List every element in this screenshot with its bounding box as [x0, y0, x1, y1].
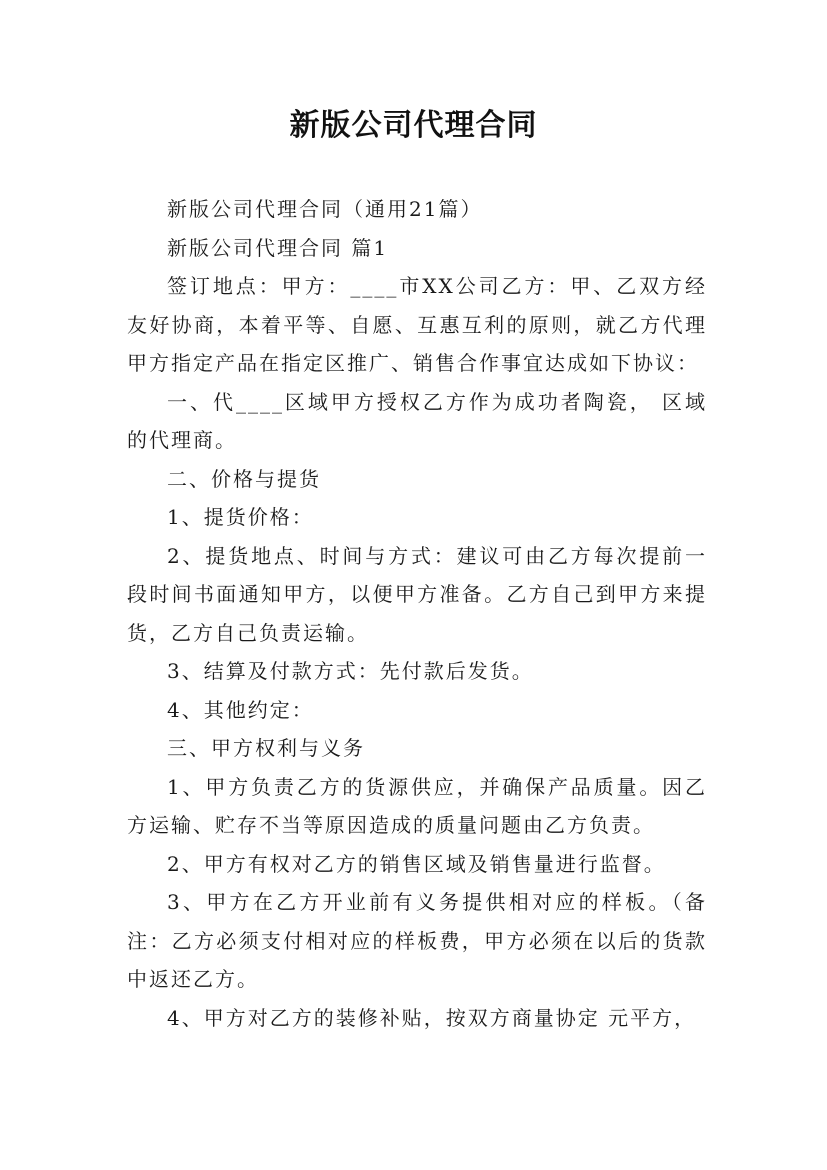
document-title: 新版公司代理合同: [289, 108, 538, 143]
paragraph: 2、提货地点、时间与方式：建议可由乙方每次提前一段时间书面通知甲方，以便甲方准备。乙方自己到甲方来提货，乙方自己负责运输。: [127, 543, 707, 645]
paragraph: 3、甲方在乙方开业前有义务提供相对应的样板。（备注：乙方必须支付相对应的样板费，甲方必须在以后的货款中返还乙方。: [127, 890, 707, 991]
paragraph: 2、甲方有权对乙方的销售区域及销售量进行监督。: [167, 851, 666, 876]
paragraph: 新版公司代理合同 篇1: [167, 235, 389, 260]
paragraph: 1、甲方负责乙方的货源供应，并确保产品质量。因乙方运输、贮存不当等原因造成的质量问题由乙方负责。: [127, 774, 707, 837]
paragraph: 新版公司代理合同（通用21篇）: [167, 197, 483, 221]
paragraph: 三、甲方权利与义务: [167, 736, 365, 760]
paragraph: 4、甲方对乙方的装修补贴，按双方商量协定 元平方，: [167, 1005, 697, 1030]
paragraph: 4、其他约定：: [167, 697, 314, 722]
document-body: [127, 190, 707, 1037]
paragraph: 1、提货价格：: [167, 505, 314, 529]
paragraph: 一、代____区域甲方授权乙方作为成功者陶瓷， 区域的代理商。: [127, 389, 707, 452]
paragraph: 签订地点：甲方：____市XX公司乙方：甲、乙双方经友好协商，本着平等、自愿、互惠互利的原则，就乙方代理甲方指定产品在指定区推广、销售合作事宜达成如下协议：: [127, 274, 707, 375]
paragraph: 二、价格与提货: [167, 466, 321, 491]
paragraph: 3、结算及付款方式：先付款后发货。: [167, 659, 534, 683]
